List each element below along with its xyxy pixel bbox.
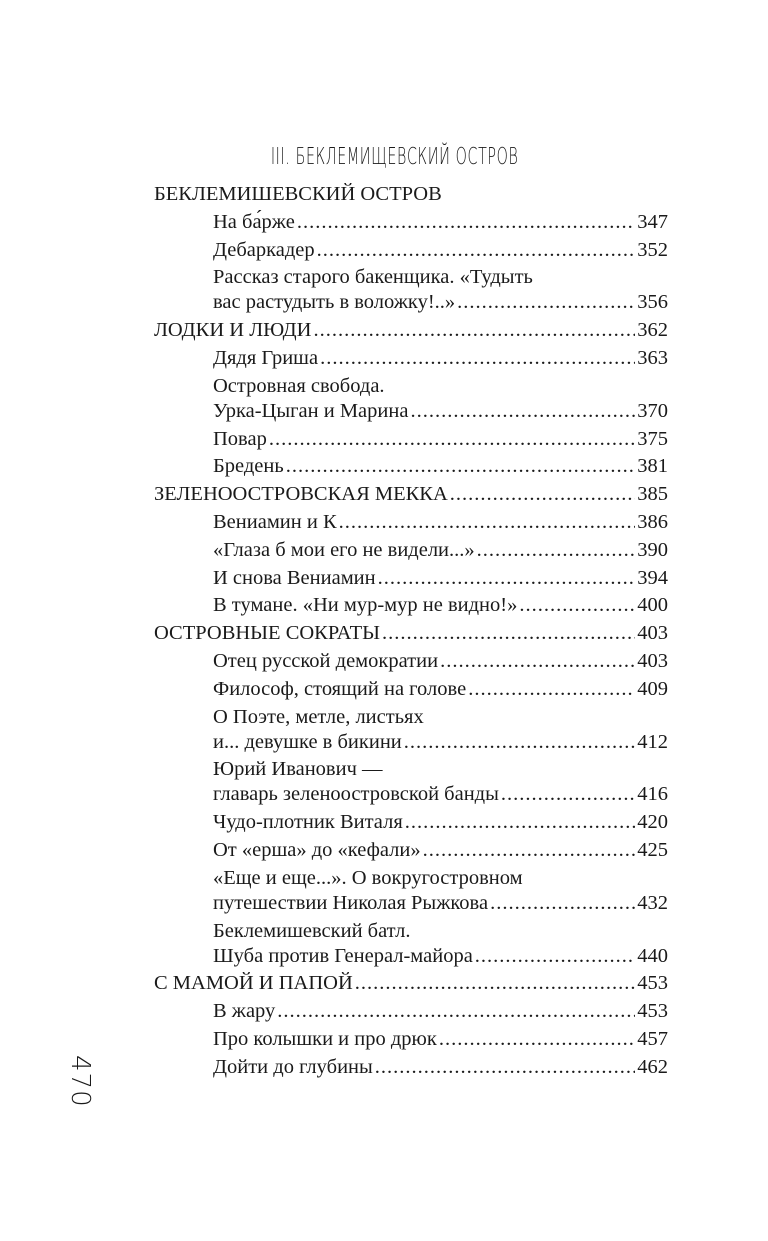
toc-page-number: 394 <box>637 566 668 589</box>
dot-leader <box>405 808 636 836</box>
toc-chapter-entry <box>213 452 668 480</box>
toc-page-number: 390 <box>637 538 668 561</box>
toc-page-number: 362 <box>637 319 668 342</box>
toc-page-number: 385 <box>637 483 668 506</box>
toc-chapter-entry <box>213 425 668 453</box>
toc-entry-title: На ба́рже <box>213 210 295 233</box>
toc-entry-title: Дебаркадер <box>213 238 315 261</box>
dot-leader <box>382 619 635 647</box>
toc-entry-title: Бредень <box>213 455 284 478</box>
dot-leader <box>450 480 635 508</box>
toc-chapter-entry: О Поэте, метле, листьях <box>213 705 424 728</box>
toc-entry-title: Чудо-плотник Виталя <box>213 811 403 834</box>
toc-page-number: 453 <box>637 972 668 995</box>
toc-entry-title: главарь зеленоостровской банды <box>213 783 499 806</box>
toc-part-heading <box>154 619 668 647</box>
page-number: 470 <box>65 1055 95 1108</box>
toc-page-number: 440 <box>637 944 668 967</box>
toc-page-number: 347 <box>637 210 668 233</box>
dot-leader <box>490 889 635 917</box>
toc-entry-title: ЛОДКИ И ЛЮДИ <box>154 319 312 342</box>
toc-page-number: 425 <box>637 839 668 861</box>
dot-leader <box>320 344 635 372</box>
toc-chapter-entry: Рассказ старого бакенщика. «Тудыть <box>213 266 533 289</box>
dot-leader <box>404 728 635 756</box>
toc-entry-title: путешествии Николая Рыжкова <box>213 891 489 914</box>
toc-part-heading: БЕКЛЕМИШЕВСКИЙ ОСТРОВ <box>154 183 442 205</box>
dot-leader <box>475 942 635 970</box>
toc-chapter-entry <box>213 780 668 808</box>
toc-page-number: 416 <box>637 783 668 806</box>
toc-entry-title: С МАМОЙ И ПАПОЙ <box>154 972 353 995</box>
toc-chapter-entry <box>213 236 668 264</box>
toc-chapter-entry <box>213 564 668 592</box>
dot-leader <box>519 591 635 619</box>
toc-page-number: 356 <box>637 291 668 314</box>
toc-page-number: 363 <box>637 347 668 369</box>
toc-page-number: 409 <box>637 677 668 700</box>
section-title: III. БЕКЛЕМИЩЕВСКИЙ ОСТРОВ <box>270 144 519 170</box>
toc-entry-title: Философ, стоящий на голове <box>213 677 467 700</box>
dot-leader <box>286 452 636 480</box>
dot-leader <box>317 236 636 264</box>
toc-part-heading <box>154 316 668 344</box>
toc-page-number: 403 <box>637 650 668 672</box>
dot-leader <box>477 536 636 564</box>
dot-leader <box>423 836 636 864</box>
dot-leader <box>440 647 635 675</box>
toc-chapter-entry: Беклемишевский батл. <box>213 919 411 942</box>
dot-leader <box>410 397 635 425</box>
dot-leader <box>355 969 636 997</box>
toc-chapter-entry: Юрий Иванович — <box>213 758 383 781</box>
toc-entry-title: Повар <box>213 427 267 450</box>
dot-leader <box>501 780 635 808</box>
toc-entry-title: От «ерша» до «кефали» <box>213 839 421 861</box>
toc-page-number: 386 <box>637 511 668 533</box>
toc-chapter-entry <box>213 591 668 619</box>
toc-chapter-entry <box>213 397 668 425</box>
toc-page-number: 457 <box>637 1028 668 1050</box>
toc-page-number: 462 <box>637 1055 668 1078</box>
toc-page-number: 400 <box>637 594 668 617</box>
toc-entry-title: Дойти до глубины <box>213 1055 373 1078</box>
toc-chapter-entry <box>213 808 668 836</box>
toc-chapter-entry <box>213 1025 668 1053</box>
toc-chapter-entry <box>213 889 668 917</box>
toc-entry-title: И снова Вениамин <box>213 566 376 589</box>
dot-leader <box>439 1025 635 1053</box>
toc-part-heading <box>154 969 668 997</box>
toc-entry-title: и... девушке в бикини <box>213 730 402 753</box>
dot-leader <box>339 508 636 536</box>
toc-page-number: 375 <box>637 427 668 450</box>
toc-chapter-entry <box>213 997 668 1025</box>
toc-page-number: 412 <box>637 730 668 753</box>
toc-entry-title: Отец русской демократии <box>213 650 439 672</box>
toc-entry-title: В тумане. «Ни мур-мур не видно!» <box>213 594 518 617</box>
toc-page-number: 352 <box>637 238 668 261</box>
toc-chapter-entry <box>213 942 668 970</box>
dot-leader <box>378 564 636 592</box>
toc-entry-title: «Глаза б мои его не видели...» <box>213 538 475 561</box>
toc-chapter-entry <box>213 1053 668 1081</box>
toc-page-number: 370 <box>637 399 668 422</box>
toc-chapter-entry <box>213 728 668 756</box>
toc-entry-title: ЗЕЛЕНООСТРОВСКАЯ МЕККА <box>154 483 448 506</box>
toc-page-number: 453 <box>637 1000 668 1023</box>
toc-entry-title: Вениамин и К <box>213 511 337 533</box>
toc-entry-title: ОСТРОВНЫЕ СОКРАТЫ <box>154 622 381 645</box>
dot-leader <box>277 997 635 1025</box>
toc-entry-title: Шуба против Генерал-майора <box>213 944 473 967</box>
toc-entry-title: Дядя Гриша <box>213 347 319 369</box>
dot-leader <box>457 288 635 316</box>
toc-page-number: 381 <box>637 455 668 478</box>
toc-page-number: 432 <box>637 891 668 914</box>
toc-chapter-entry <box>213 536 668 564</box>
toc-chapter-entry: «Еще и еще...». О вокругостровном <box>213 866 523 889</box>
toc-chapter-entry <box>213 344 668 372</box>
dot-leader <box>313 316 635 344</box>
toc-part-heading <box>154 480 668 508</box>
toc-chapter-entry <box>213 836 668 864</box>
toc-entry-title: вас растудыть в воложку!..» <box>213 291 456 314</box>
toc-chapter-entry <box>213 508 668 536</box>
toc-chapter-entry <box>213 288 668 316</box>
toc-entry-title: Урка-Цыган и Марина <box>213 399 409 422</box>
toc-chapter-entry <box>213 675 668 703</box>
dot-leader <box>297 208 635 236</box>
toc-chapter-entry: Островная свобода. <box>213 374 385 397</box>
dot-leader <box>468 675 635 703</box>
toc-entry-title: Про колышки и про дрюк <box>213 1028 437 1050</box>
dot-leader <box>375 1053 635 1081</box>
dot-leader <box>269 425 635 453</box>
toc-chapter-entry <box>213 647 668 675</box>
toc-chapter-entry <box>213 208 668 236</box>
toc-page-number: 403 <box>637 622 668 645</box>
toc-page-number: 420 <box>637 811 668 834</box>
toc-entry-title: В жару <box>213 1000 276 1023</box>
